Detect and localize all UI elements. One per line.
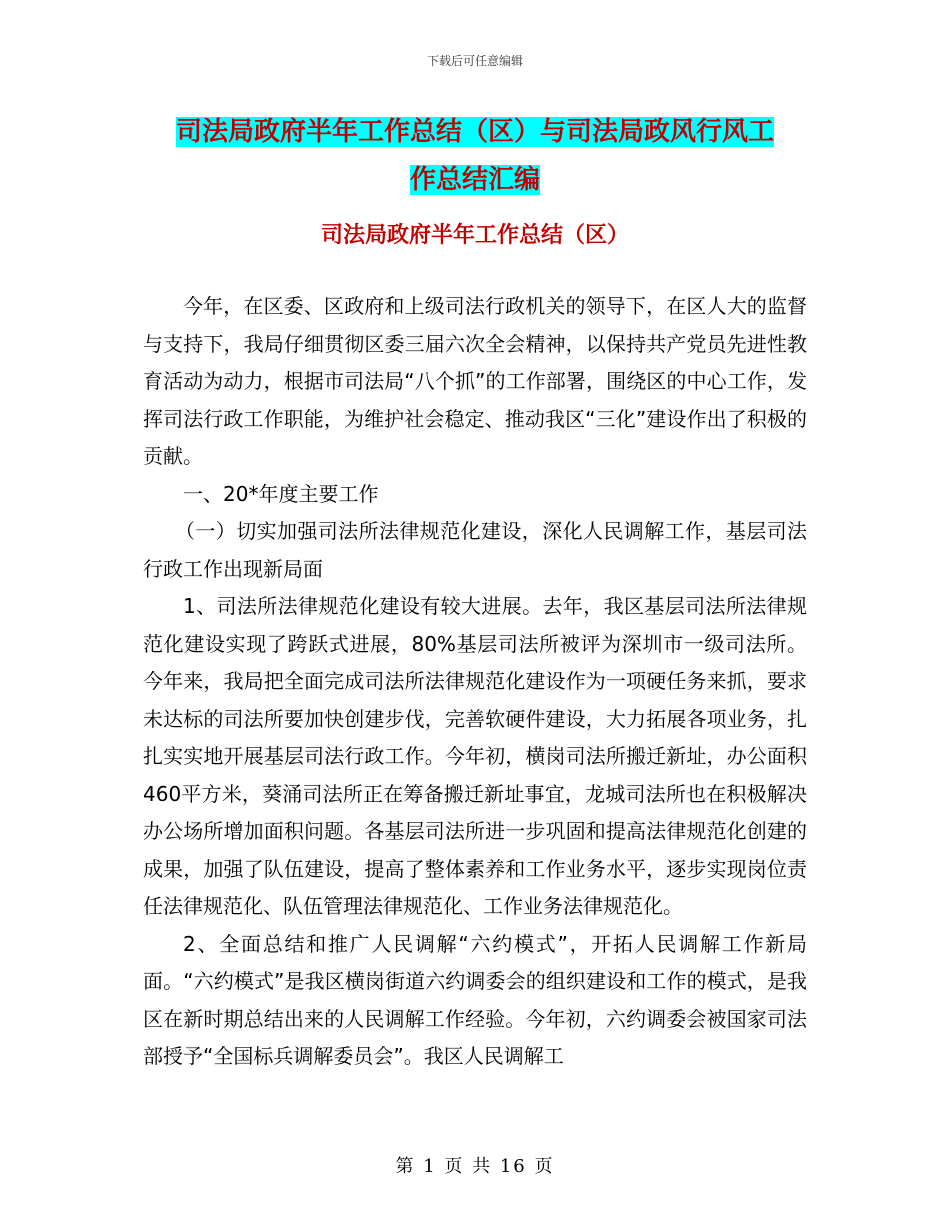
paragraph-subheading-1: （一）切实加强司法所法律规范化建设，深化人民调解工作，基层司法行政工作出现新局面: [143, 519, 807, 581]
main-title: [120, 108, 830, 204]
paragraph-heading-1: 一、20*年度主要工作: [183, 481, 379, 506]
paragraph-item-1: 1、司法所法律规范化建设有较大进展。去年，我区基层司法所法律规范化建设实现了跨跃式进展，80%基层司法所被评为深圳市一级司法所。今年来，我局把全面完成司法所法律规范化建设作为一项硬任务来抓，要求未达标的司法所要加快创建步伐，完善软硬件建设，大力拓展各项业务，扎扎实实地开展基层司法行政工作。今年初，横岗司法所搬迁新址，办公面积460平方米，葵涌司法所正在筹备搬迁新址事宜，龙城司法所也在积极解决办公场所增加面积问题。各基层司法所进一步巩固和提高法律规范化创建的成果，加强了队伍建设，提高了整体素养和工作业务水平，逐步实现岗位责任法律规范化、队伍管理法律规范化、工作业务法律规范化。: [143, 594, 807, 918]
page-number: 第 1 页 共 16 页: [395, 1156, 555, 1177]
header-note: 下载后可任意编辑: [426, 54, 523, 68]
main-title-line2: 作总结汇编: [409, 165, 540, 195]
paragraph-item-2: 2、全面总结和推广人民调解“六约模式”，开拓人民调解工作新局面。“六约模式”是我区横岗街道六约调委会的组织建设和工作的模式，是我区在新时期总结出来的人民调解工作经验。今年初，六约调委会被国家司法部授予“全国标兵调解委员会”。我区人民调解工: [143, 931, 807, 1068]
paragraph-intro: 今年，在区委、区政府和上级司法行政机关的领导下，在区人大的监督与支持下，我局仔细贯彻区委三届六次全会精神，以保持共产党员先进性教育活动为动力，根据市司法局“八个抓”的工作部署，围绕区的中心工作，发挥司法行政工作职能，为维护社会稳定、推动我区“三化”建设作出了积极的贡献。: [143, 294, 807, 468]
section-title: 司法局政府半年工作总结（区）: [320, 223, 629, 248]
document-body: [143, 288, 807, 1076]
main-title-line1: 司法局政府半年工作总结（区）与司法局政风行风工: [175, 117, 774, 147]
